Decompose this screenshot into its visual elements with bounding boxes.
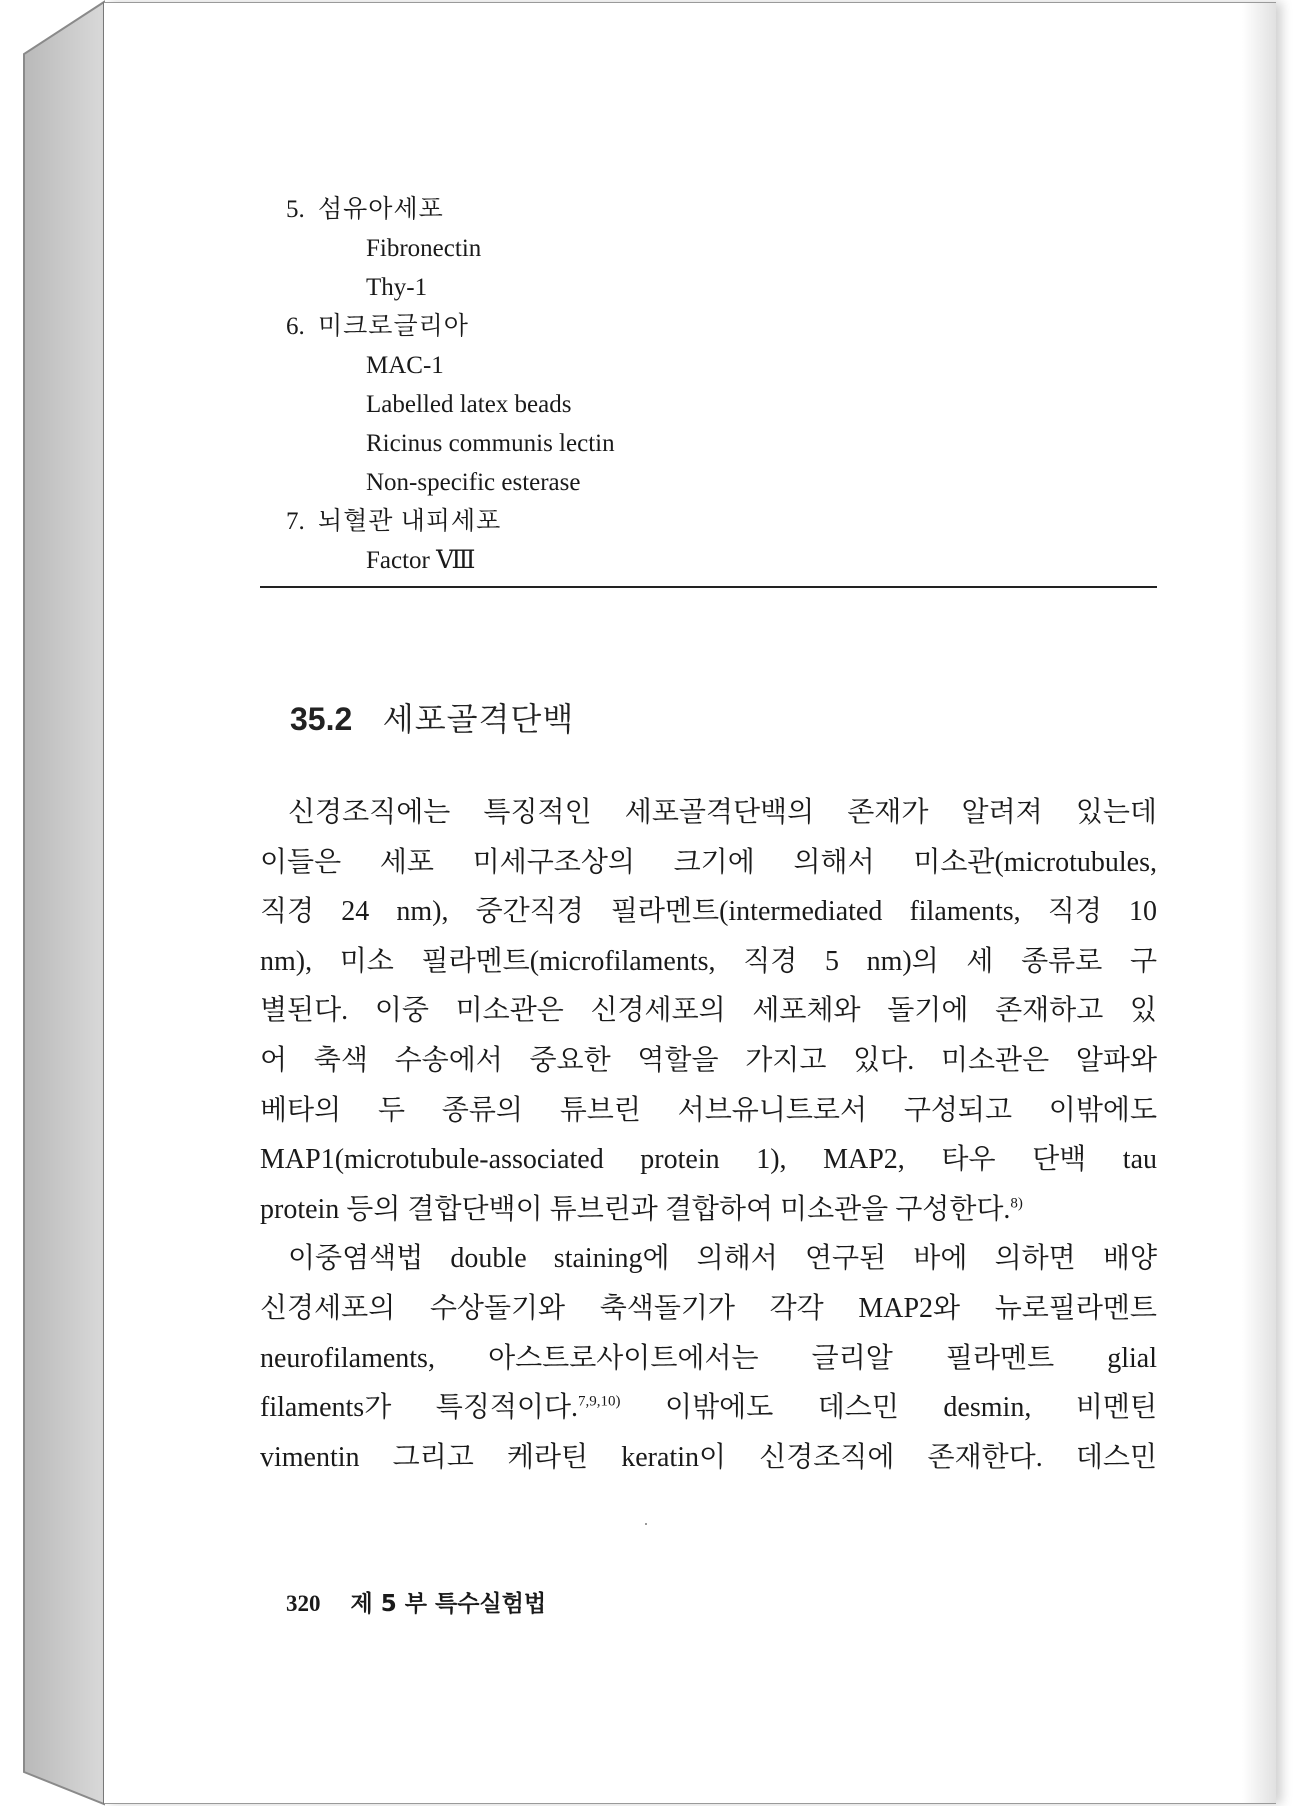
list-item: Labelled latex beads — [366, 391, 572, 418]
text-line: 어 축색 수송에서 중요한 역할을 가지고 있다. 미소관은 알파와 — [260, 1044, 1157, 1076]
speck-mark — [645, 1523, 647, 1525]
table-bottom-rule — [260, 586, 1157, 588]
text-line: 신경세포의 수상돌기와 축색돌기가 각각 MAP2와 뉴로필라멘트 — [260, 1292, 1157, 1324]
list-item: Non-specific esterase — [366, 469, 581, 496]
text-line: nm), 미소 필라멘트(microfilaments, 직경 5 nm)의 세 종류로 구 — [260, 945, 1157, 977]
list-number: 5. — [286, 196, 305, 223]
text-line: vimentin 그리고 케라틴 keratin이 신경조직에 존재한다. 데스민 — [260, 1441, 1157, 1473]
part-title: 제 5 부 특수실험법 — [350, 1591, 547, 1617]
list-item: Thy-1 — [366, 274, 428, 301]
list-category — [286, 502, 886, 580]
page-curl-shadow — [1242, 3, 1276, 1803]
text-line: 베타의 두 종류의 튜브린 서브유니트로서 구성되고 이밖에도 — [260, 1094, 1157, 1126]
text-line: 직경 24 nm), 중간직경 필라멘트(intermediated filaments, 직경 10 — [260, 896, 1157, 928]
text-line — [260, 1383, 1157, 1433]
text-line: neurofilaments, 아스트로사이트에서는 글리알 필라멘트 glial — [260, 1342, 1157, 1374]
list-item: Fibronectin — [366, 235, 482, 262]
page-number: 320 — [286, 1591, 321, 1616]
section-heading — [290, 694, 574, 740]
text-line: 신경조직에는 특징적인 세포골격단백의 존재가 알려져 있는데 — [288, 797, 1157, 828]
text-line — [260, 1185, 1157, 1235]
page-footer — [286, 1585, 546, 1618]
text-line-content: protein 등의 결합단백이 튜브린과 결합하여 미소관을 구성한다. — [260, 1193, 1011, 1225]
text-line: 이들은 세포 미세구조상의 크기에 의해서 미소관(microtubules, — [260, 846, 1157, 878]
list-category-label: 섬유아세포 — [318, 196, 444, 223]
text-line-content: 이밖에도 데스민 desmin, 비멘틴 — [620, 1392, 1157, 1424]
reference-superscript: 8) — [1010, 1195, 1023, 1212]
body-text — [260, 788, 1157, 1482]
reference-superscript: 7,9,10) — [578, 1393, 621, 1410]
text-line: 별된다. 이중 미소관은 신경세포의 세포체와 돌기에 존재하고 있 — [260, 995, 1157, 1027]
list-item: Ricinus communis lectin — [366, 430, 615, 457]
list-item: Factor Ⅷ — [366, 547, 476, 574]
section-number: 35.2 — [290, 701, 353, 737]
list-category-label: 뇌혈관 내피세포 — [318, 508, 502, 535]
section-title: 세포골격단백 — [382, 700, 575, 738]
list-category — [286, 190, 886, 307]
text-line: 이중염색법 double staining에 의해서 연구된 바에 의하면 배양 — [288, 1243, 1157, 1275]
text-line-content: filaments가 특징적이다. — [260, 1392, 579, 1424]
marker-list — [286, 190, 886, 580]
text-line: MAP1(microtubule-associated protein 1), MAP2, 타우 단백 tau — [260, 1144, 1157, 1176]
list-item: MAC-1 — [366, 352, 444, 379]
list-number: 6. — [286, 313, 305, 340]
list-category-label: 미크로글리아 — [318, 313, 469, 340]
list-number: 7. — [286, 508, 305, 535]
list-category — [286, 307, 886, 502]
